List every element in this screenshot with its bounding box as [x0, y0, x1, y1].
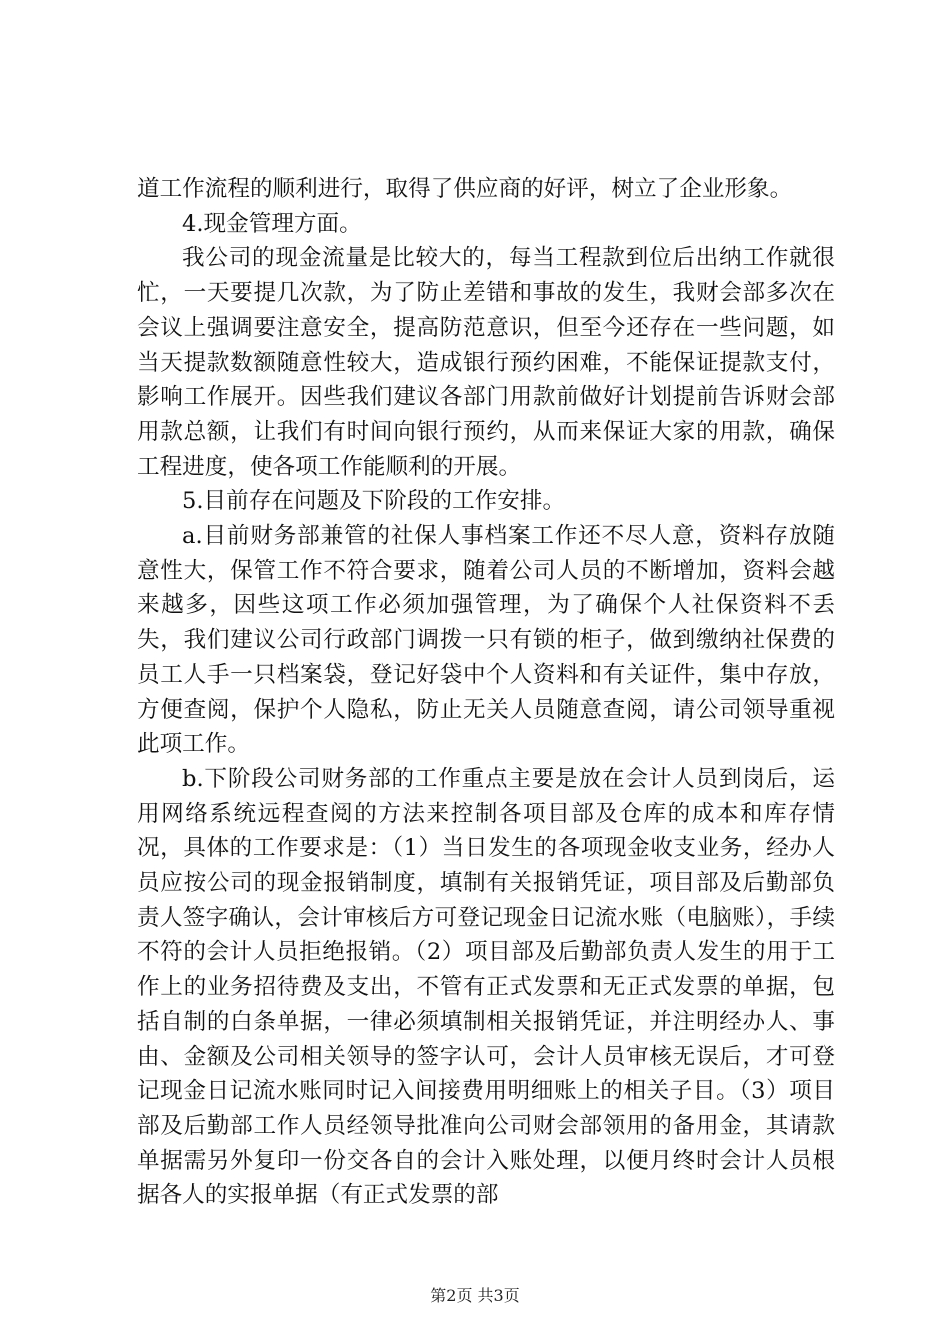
page-number: 第2页 共3页: [430, 1286, 520, 1305]
section-heading-cash-management: 4.现金管理方面。: [182, 210, 362, 237]
paragraph-cash-flow: 我公司的现金流量是比较大的，每当工程款到位后出纳工作就很忙，一天要提几次款，为了防止差错和事故的发生，我财会部多次在会议上强调要注意安全，提高防范意识，但至今还存在一些问题，如当天提款数额随意性较大，造成银行预约困难，不能保证提款支付，影响工作展开。因些我们建议各部门用款前做好计划提前告诉财会部用款总额，让我们有时间向银行预约，从而来保证大家的用款，确保工程进度，使各项工作能顺利的开展。: [137, 245, 835, 480]
document-body: [137, 172, 835, 1213]
paragraph-item-b: b.下阶段公司财务部的工作重点主要是放在会计人员到岗后，运用网络系统远程查阅的方法来控制各项目部及仓库的成本和库存情况，具体的工作要求是：（1）当日发生的各项现金收支业务，经办人员应按公司的现金报销制度，填制有关报销凭证，项目部及后勤部负责人签字确认，会计审核后方可登记现金日记流水账（电脑账），手续不符的会计人员拒绝报销。（2）项目部及后勤部负责人发生的用于工作上的业务招待费及支出，不管有正式发票和无正式发票的单据，包括自制的白条单据，一律必须填制相关报销凭证，并注明经办人、事由、金额及公司相关领导的签字认可，会计人员审核无误后，才可登记现金日记流水账同时记入间接费用明细账上的相关子目。（3）项目部及后勤部工作人员经领导批准向公司财会部领用的备用金，其请款单据需另外复印一份交各自的会计入账处理，以便月终时会计人员根据各人的实报单据（有正式发票的部: [137, 765, 835, 1209]
paragraph-continuation: 道工作流程的顺利进行，取得了供应商的好评，树立了企业形象。: [137, 176, 793, 202]
page-footer: [0, 1286, 950, 1306]
paragraph-item-a: a.目前财务部兼管的社保人事档案工作还不尽人意，资料存放随意性大，保管工作不符合要求，随着公司人员的不断增加，资料会越来越多，因些这项工作必须加强管理，为了确保个人社保资料不丢失，我们建议公司行政部门调拨一只有锁的柜子，做到缴纳社保费的员工人手一只档案袋，登记好袋中个人资料和有关证件，集中存放，方便查阅，保护个人隐私，防止无关人员随意查阅，请公司领导重视此项工作。: [137, 523, 835, 758]
section-heading-issues-and-plans: 5.目前存在问题及下阶段的工作安排。: [182, 488, 566, 515]
